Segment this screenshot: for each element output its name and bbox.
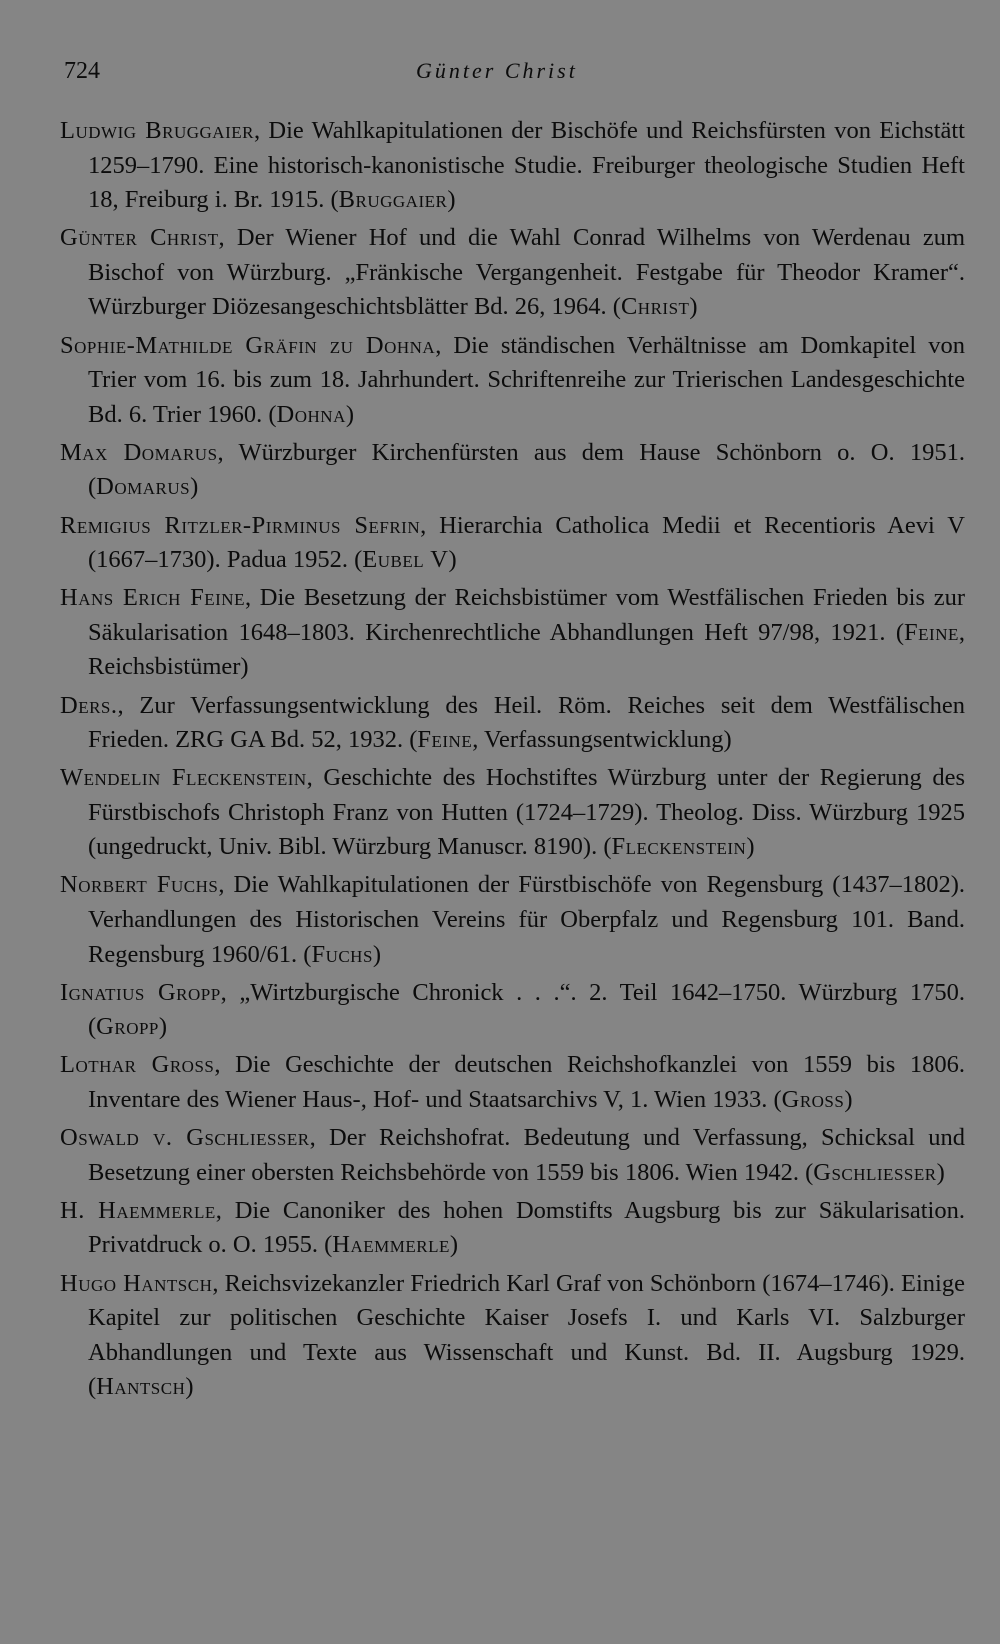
bibliography-entry — [60, 221, 965, 325]
entry-tail: , Verfassungsentwicklung) — [472, 726, 732, 754]
entry-short-title: Bruggaier — [338, 186, 448, 214]
entry-tail: ) — [448, 546, 457, 574]
page-header — [64, 58, 944, 94]
entry-short-title: Eubel V — [362, 546, 449, 574]
entry-tail: ) — [372, 940, 382, 968]
entry-short-title: Haemmerle — [332, 1231, 450, 1259]
entry-author: Sophie-Mathilde Gräfin zu Dohna — [60, 331, 436, 359]
entry-tail: ) — [936, 1158, 945, 1186]
entry-tail: ) — [185, 1373, 194, 1401]
entry-short-title: Hantsch — [96, 1373, 186, 1401]
entry-tail: ) — [449, 1231, 459, 1259]
bibliography-entry — [60, 1121, 965, 1190]
entry-short-title: Gross — [781, 1086, 845, 1114]
running-head: Günter Christ — [416, 58, 578, 83]
entry-short-title: Christ — [620, 293, 690, 321]
entry-author: Remigius Ritzler-Pirminus Sefrin — [60, 511, 421, 539]
entry-author: Günter Christ — [60, 224, 219, 252]
bibliography-entry — [60, 1048, 965, 1117]
entry-text: , Die Wahlkapitulationen der Bischöfe und Reichsfürsten von Eichstätt 1259–1790. Eine historisch-kanonistische Studie. Freiburger theologische Studien Heft 18, Freiburg i. Br. 1915. ( — [88, 117, 965, 214]
entry-text: , Reichsvizekanzler Friedrich Karl Graf von Schönborn (1674–1746). Einige Kapitel zur politischen Geschichte Kaiser Josefs I. und Karls VI. Salzburger Abhandlungen und Texte aus Wissenschaft und Kunst. Bd. II. Augsburg 1929. ( — [88, 1269, 965, 1401]
bibliography-entry — [60, 329, 965, 433]
bibliography-entry — [60, 509, 965, 578]
page-number: 724 — [64, 58, 100, 84]
entry-text: , „Wirtzburgische Chronick . . .“. 2. Teil 1642–1750. Würzburg 1750. ( — [88, 978, 965, 1041]
entry-tail: ) — [447, 186, 456, 214]
entry-author: Oswald v. Gschliesser — [60, 1124, 310, 1152]
entry-tail: ) — [844, 1086, 853, 1114]
entry-short-title: Feine — [904, 618, 959, 646]
entry-short-title: Feine — [417, 726, 473, 754]
entry-text: , Der Wiener Hof und die Wahl Conrad Wilhelms von Werdenau zum Bischof von Würzburg. „Fränkische Vergangenheit. Festgabe für Theodor Kramer“. Würzburger Diözesangeschichtsblätter Bd. 26, 1964. ( — [88, 224, 966, 321]
entry-author: Hugo Hantsch — [60, 1269, 213, 1297]
entry-author: Max Domarus — [60, 438, 218, 466]
entry-text: , Die ständischen Verhältnisse am Domkapitel von Trier vom 16. bis zum 18. Jahrhundert. Schriftenreihe zur Trierischen Landesgeschichte Bd. 6. Trier 1960. ( — [88, 331, 966, 428]
entry-author: Ders. — [60, 691, 118, 719]
entry-author: H. Haemmerle — [60, 1196, 216, 1224]
entry-text: , Der Reichshofrat. Bedeutung und Verfassung, Schicksal und Besetzung einer obersten Reichsbehörde von 1559 bis 1806. Wien 1942. ( — [88, 1124, 965, 1186]
entry-tail: ) — [689, 293, 698, 321]
bibliography-entry — [60, 581, 965, 685]
bibliography-entry — [60, 689, 965, 758]
entry-text: , Hierarchia Catholica Medii et Recentioris Aevi V (1667–1730). Padua 1952. ( — [88, 511, 965, 574]
entry-short-title: Gschliesser — [813, 1158, 937, 1186]
entry-tail: ) — [158, 1013, 168, 1041]
bibliography-entry — [60, 976, 965, 1045]
entry-tail: , Reichsbistümer) — [88, 618, 965, 681]
entry-text: , Die Geschichte der deutschen Reichshofkanzlei von 1559 bis 1806. Inventare des Wiener Haus-, Hof- und Staatsarchivs V, 1. Wien 1933. ( — [88, 1051, 965, 1114]
entry-author: Norbert Fuchs — [60, 871, 219, 899]
entry-author: Ludwig Bruggaier — [60, 117, 254, 144]
bibliography-entry — [60, 1267, 965, 1405]
entry-short-title: Fleckenstein — [611, 833, 747, 861]
entry-text: , Die Canoniker des hohen Domstifts Augsburg bis zur Säkularisation. Privatdruck o. O. 1955. ( — [88, 1196, 965, 1259]
bibliography-entry — [60, 1194, 965, 1263]
entry-text: , Die Besetzung der Reichsbistümer vom Westfälischen Frieden bis zur Säkularisation 1648–1803. Kirchenrechtliche Abhandlungen Heft 97/98, 1921. ( — [88, 584, 965, 646]
bibliography-entry — [60, 114, 965, 218]
entry-tail: ) — [746, 833, 755, 861]
entry-text: , Würzburger Kirchenfürsten aus dem Hause Schönborn o. O. 1951. ( — [88, 438, 965, 501]
entry-tail: ) — [190, 473, 199, 501]
bibliography-entry — [60, 436, 965, 505]
bibliography-entry — [60, 761, 965, 865]
entry-short-title: Gropp — [96, 1013, 159, 1041]
entry-short-title: Fuchs — [311, 940, 373, 968]
bibliography-list — [60, 114, 965, 1408]
entry-text: , Zur Verfassungsentwicklung des Heil. Röm. Reiches seit dem Westfälischen Frieden. ZRG GA Bd. 52, 1932. ( — [88, 691, 965, 754]
entry-author: Ignatius Gropp — [60, 978, 221, 1006]
entry-short-title: Domarus — [96, 473, 191, 501]
entry-text: , Geschichte des Hochstiftes Würzburg unter der Regierung des Fürstbischofs Christoph Franz von Hutten (1724–1729). Theolog. Diss. Würzburg 1925 (ungedruckt, Univ. Bibl. Würzburg Manuscr. 8190). ( — [88, 764, 965, 861]
entry-text: , Die Wahlkapitulationen der Fürstbischöfe von Regensburg (1437–1802). Verhandlungen des Historischen Vereins für Oberpfalz und Regensburg 101. Band. Regensburg 1960/61. ( — [88, 871, 965, 968]
entry-short-title: Dohna — [276, 400, 346, 428]
entry-author: Lothar Gross — [60, 1051, 215, 1079]
entry-author: Wendelin Fleckenstein — [60, 764, 307, 792]
bibliography-entry — [60, 868, 965, 972]
entry-author: Hans Erich Feine — [60, 584, 245, 612]
entry-tail: ) — [345, 400, 355, 428]
